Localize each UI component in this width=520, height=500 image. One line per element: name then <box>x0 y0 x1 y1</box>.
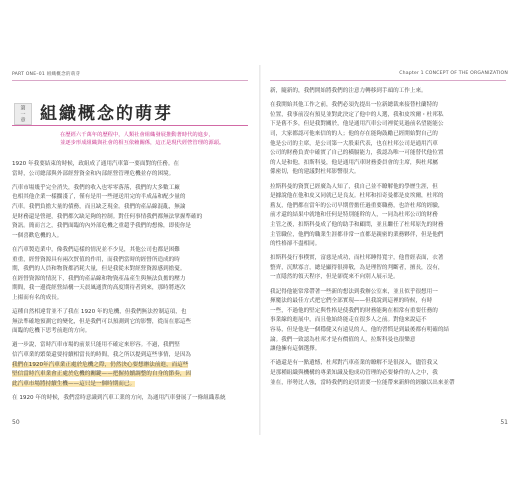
text-line <box>12 308 248 318</box>
line-text: 1920 年我要結束的時候，政組成了通用汽車第一要面對的任務。在 <box>12 161 180 167</box>
text-line <box>270 231 508 241</box>
chapter-summary <box>60 131 246 148</box>
line-text: 在 1920 年的時候，我們當時意識到汽車工業的方向，為通用汽車發展了一條組織系統 <box>12 395 226 402</box>
left-page <box>0 65 260 435</box>
line-text: 是財務還是營運，我們都欠缺足夠的控制。對任何事情我們都無法掌握準確的 <box>12 213 203 220</box>
text-line <box>12 193 248 203</box>
text-line <box>12 184 248 194</box>
text-line <box>12 246 248 256</box>
text-line <box>12 351 248 361</box>
text-line <box>270 336 508 346</box>
text-line <box>12 380 248 390</box>
paragraph <box>12 308 248 337</box>
text-line <box>12 361 248 371</box>
body-text <box>12 160 248 404</box>
line-text: 係密切，他的建議對杜邦影響很大。 <box>270 169 360 176</box>
text-line <box>12 213 248 223</box>
text-line <box>270 326 508 336</box>
paragraph <box>270 359 508 388</box>
line-text: 前才還的結果中就地和任何是特別能幹的人，一同為杜邦公司的財務 <box>270 212 438 219</box>
paragraph <box>12 184 248 242</box>
line-text: 他是公司的主席，是公司第一大股東代表，也在杜邦公司是通用汽車 <box>270 140 438 147</box>
line-text: 過一步說，當時汽車市場的前景只能用不確定來形容。不過，我們堅 <box>12 342 180 349</box>
text-line <box>270 254 508 264</box>
line-text: 事業線的進展中，而且他始終能走在很多人之前。對他來說這不 <box>270 317 427 324</box>
text-line <box>270 87 508 97</box>
line-text: 整齊，沉默寡言，總是顯得很抑敬，為是理智的判斷者，擅長，沒有， <box>270 264 444 271</box>
page-number: 51 <box>500 419 508 426</box>
text-line <box>12 275 248 285</box>
line-text: 扣斯科曼行事樸實，富慈是成功，而杜邦睡得寬宇，他曾經表面，衣著 <box>270 255 444 262</box>
line-text: 主管之後，扣斯科曼成了他的助手和顧問，並且繼任了杜邦原先的財務 <box>270 221 444 228</box>
text-line <box>12 370 248 380</box>
text-line <box>270 240 508 250</box>
line-text: 期，我們的人員和物資都消耗大量，但是我從未對經營資源感到擔憂。 <box>12 266 186 273</box>
text-line <box>12 256 248 266</box>
line-text: 期間，我一邊從經營結構一天晨風通貨的高度期待者到來，那時將逐次 <box>12 285 186 292</box>
text-line <box>12 327 248 337</box>
line-text: 面臨的危機下思考前進的方向。 <box>12 328 91 335</box>
text-line <box>12 284 248 294</box>
section-tag: 第一章 <box>14 103 32 125</box>
paragraph <box>12 341 248 389</box>
paragraph <box>270 254 508 283</box>
text-line <box>270 211 508 221</box>
text-line <box>270 192 508 202</box>
highlighted-text: 堅信當時汽車業會正處於危機的關鍵——把握持續調整的自身的節奏，因 <box>12 371 192 378</box>
running-head: Chapter 1 CONCEPT OF THE ORGANIZATION <box>399 71 508 76</box>
text-line <box>12 232 248 242</box>
line-text: 是那種組織與機構的專業知識及他成功管理的必要條件的人之中，我 <box>270 370 438 376</box>
line-text: 揮魔法的最佳方式把它們全部實現——但我說到這裡的時候，有時 <box>270 298 433 305</box>
text-line <box>270 345 508 355</box>
paragraph <box>270 101 508 178</box>
text-line <box>270 297 508 307</box>
line-text: 位置，我事前沒有預見並對此決定了他中的人選，我和皮埃爾・杜邦私 <box>270 111 444 118</box>
text-line <box>270 183 508 193</box>
highlighted-text: 此汽車市場將持續生機——這只是一個時期而已。 <box>12 380 136 387</box>
line-text: 一個喜歡危機的人。 <box>12 232 63 239</box>
text-line <box>270 149 508 159</box>
highlighted-text: 我們在1920年汽車業正處於危機之際，仍然決心要想辦法前進，而這些 <box>12 361 189 368</box>
text-line <box>270 273 508 283</box>
header-rule <box>270 80 506 81</box>
line-text: 並在，形勢比人強，當時我們的迫切需要一位能帶來新鮮的經驗以出來並帶 <box>270 379 455 386</box>
line-text: 司，大家都認可他來信的的人；他的存在能夠鼓勵已經開始對自己的 <box>270 130 438 137</box>
line-text: 汽車市場幾乎完全消失，我們的收入也零零落落，我們的大多數工廠 <box>12 184 180 191</box>
line-text: 我記得他能常常帶著一些新的想法到我辦公室來，並且似乎很想用一 <box>270 288 438 295</box>
right-page <box>260 65 520 435</box>
text-line <box>270 101 508 111</box>
line-text: 新，隨新的，我們開始將我們的注意力轉移到手頭的工作上來。 <box>270 88 427 94</box>
line-text: 的人是和他，扣斯科曼，他是通用汽車財務委員會的主席，與杜邦屬 <box>270 159 438 166</box>
running-head: PART ONE–01 組織概念的萌芽 <box>12 72 81 77</box>
line-text: 拉斯科曼的資質已經廣為人知了，我自己並不瞭解他的學歷生涯，但 <box>270 183 438 190</box>
line-text: 這種自然相違背並不了我在 1920 年的危機，但我們無法控制這項，也 <box>12 309 187 316</box>
text-line <box>12 318 248 328</box>
text-line <box>12 265 248 275</box>
book-spread <box>0 65 520 435</box>
text-line <box>12 222 248 232</box>
text-line <box>270 359 508 369</box>
line-text: 重重，經營資源具有兩次貿值的作用，而我們當時的經營所造成的時 <box>12 256 180 263</box>
text-line <box>270 130 508 140</box>
line-text: 主管職位，他們的職業生涯都非常一直都是親密的業務夥伴，但是他們 <box>270 231 444 238</box>
line-text: 不過還是有一點遺憾，杜邦對汽車產業的瞭解不是很深入，儘管我又 <box>270 360 438 367</box>
paragraph <box>270 87 508 97</box>
text-line <box>270 264 508 274</box>
text-line <box>12 170 248 180</box>
line-text: 汽車。我們負擔大量的債務，而且缺乏現金。我們的產品線混亂，無論 <box>12 203 186 210</box>
text-line <box>270 111 508 121</box>
summary-line: 並逐步形成組織與社會的相互依賴關係，這正是現代經營管理的源頭。 <box>60 140 225 147</box>
line-text: 舊友，他們都在當年的公司早期曾擔任過重要職務，也許杜邦的經驗， <box>270 202 444 209</box>
line-text: 公司的財務負責中確實了自己的橫膈能力，我認為唯一可能替代他位置 <box>270 150 444 157</box>
text-line <box>270 379 508 389</box>
text-line <box>270 307 508 317</box>
line-text: 論。我們一致認為杜邦才是有價值的人，拉斯科曼也很樂意 <box>270 336 416 343</box>
chapter-title: 組織概念的萌芽 <box>40 104 173 124</box>
line-text: 在我開始其他工作之前，我們必須先提出一位新總裁來接替杜蘭特的 <box>270 102 438 109</box>
paragraph <box>12 246 248 304</box>
text-line <box>270 202 508 212</box>
text-line <box>270 140 508 150</box>
line-text: 下是舊不多，但是我對關於，他是通用汽車公司裡從見過前名望能能公 <box>270 121 444 128</box>
line-text: 讓他擁有這個選擇。 <box>270 346 321 353</box>
line-text: 一些，不過他的堅定與性格是使我們的財務能夠在相常有重要任務的 <box>270 307 438 314</box>
line-text: 也相其他企業一樣擱淺了，僅有是用一些運送用完的半成品和配少量的 <box>12 194 186 201</box>
line-text: 上揚而有名的成長。 <box>12 294 63 301</box>
title-rule <box>12 125 248 126</box>
text-line <box>12 394 248 404</box>
text-line <box>270 316 508 326</box>
paragraph <box>270 183 508 250</box>
text-line <box>12 203 248 213</box>
line-text: 當時，公司總部與外部經營資金和內部經營管理危機並存的困境。 <box>12 170 175 177</box>
text-line <box>12 294 248 304</box>
line-text: 是據說他在他和皮又同就已是良友。杜邦和扣奇曼都是皮埃爾，杜邦的 <box>270 193 444 200</box>
line-text: 的性格卻不盡相同。 <box>270 241 321 248</box>
line-text: 無法準確地預測它的變化，但是我們可以預測到它的影響，從而在那這些 <box>12 318 192 325</box>
line-text: 在經營資源的情況下，我們的產品線和物資產品產生與無法負擔的壓力 <box>12 275 186 282</box>
line-text: 一直隱然的領天程序，但是卻從來不向別人展示是。 <box>270 274 399 281</box>
paragraph <box>270 288 508 355</box>
line-text: 信汽車業的繁榮還要持續相當長的時間，我之所以提到這些事情，是因為 <box>12 352 192 359</box>
paragraph <box>12 160 248 179</box>
text-line <box>270 369 508 379</box>
header-rule <box>12 80 248 81</box>
summary-line: 在歷經六千萬年的歷程中，人類社會組織發展推動著時代的進步， <box>60 132 214 138</box>
text-line <box>270 159 508 169</box>
text-line <box>270 288 508 298</box>
text-line <box>270 168 508 178</box>
line-text: 容易，但是他是一個穩健又有遠見的人，他的習慣是到最後都有明確的結 <box>270 327 450 334</box>
text-line <box>12 160 248 170</box>
text-line <box>270 120 508 130</box>
line-text: 資訊。簡而言之，我們面臨的內外部危機之重超乎我們的想像，即使你是 <box>12 223 192 230</box>
page-number: 50 <box>12 419 20 426</box>
text-line <box>12 341 248 351</box>
body-text <box>270 87 508 388</box>
paragraph <box>12 394 248 404</box>
text-line <box>270 221 508 231</box>
line-text: 在汽車製造業中，像我們這樣的情況並不少見，其他公司也都是困難 <box>12 246 180 253</box>
